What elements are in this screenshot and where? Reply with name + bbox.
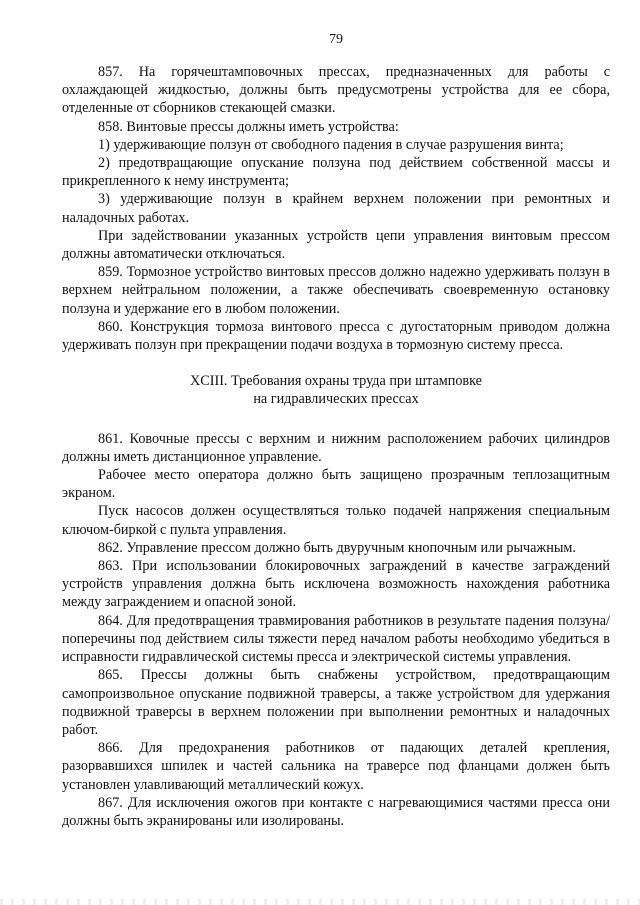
section-title-line-1: XCIII. Требования охраны труда при штамповке bbox=[190, 373, 482, 390]
paragraph-863: 863. При использовании блокировочных заграждений в качестве заграждений устройств управления должна быть исключена возможность нахождения работника между заграждением и опасной зоной. bbox=[62, 558, 610, 611]
paragraph-group-before bbox=[62, 63, 610, 354]
paragraph-862: 862. Управление прессом должно быть двуручным кнопочным или рычажным. bbox=[98, 539, 576, 556]
paragraph-867: 867. Для исключения ожогов при контакте с нагревающимися частями пресса они должны быть экранированы или изолированы. bbox=[62, 794, 610, 829]
paragraph-group-after bbox=[62, 430, 610, 830]
paragraph-860: 860. Конструкция тормоза винтового пресса с дугостаторным приводом должна удерживать ползун при прекращении подачи воздуха в тормозную систему пресса. bbox=[62, 318, 610, 354]
page-number: 79 bbox=[329, 32, 343, 47]
paragraph-861: 861. Ковочные прессы с верхним и нижним расположением рабочих цилиндров должны иметь дистанционное управление. bbox=[62, 430, 610, 465]
scan-edge-artifact bbox=[0, 899, 640, 905]
list-item-858-2: 2) предотвращающие опускание ползуна под действием собственной массы и прикрепленного к нему инструмента; bbox=[62, 155, 610, 190]
paragraph-864: 864. Для предотвращения травмирования работников в результате падения ползуна/поперечины под действием силы тяжести перед началом работы необходимо убедиться в исправности гидравлической системы пресса и электрической системы управления. bbox=[62, 612, 610, 666]
paragraph-866: 866. Для предохранения работников от падающих деталей крепления, разорвавшихся шпилек и частей сальника на траверсе под фланцами должен быть установлен улавливающий металлический кожух. bbox=[62, 740, 610, 793]
paragraph-865: 865. Прессы должны быть снабжены устройством, предотвращающим самопроизвольное опускание подвижной траверсы, а также устройством для удержания подвижной траверсы в верхнем положении при выполнении ремонтных и наладочных работ. bbox=[62, 667, 610, 738]
paragraph-861-pumps: Пуск насосов должен осуществляться только подачей напряжения специальным ключом-биркой с пульта управления. bbox=[62, 503, 610, 538]
paragraph-858-note: При задействовании указанных устройств цепи управления винтовым прессом должны автоматически отключаться. bbox=[62, 227, 610, 263]
paragraph-857: 857. На горячештамповочных прессах, предназначенных для работы с охлаждающей жидкостью, должны быть предусмотрены устройства для ее сбора, отделенные от сборников стекающей смазки. bbox=[62, 64, 610, 117]
list-item-858-1: 1) удерживающие ползун от свободного падения в случае разрушения винта; bbox=[98, 136, 564, 153]
paragraph-861-operator: Рабочее место оператора должно быть защищено прозрачным теплозащитным экраном. bbox=[62, 467, 610, 502]
paragraph-858: 858. Винтовые прессы должны иметь устройства: bbox=[98, 118, 399, 135]
document-page bbox=[62, 0, 610, 830]
list-item-858-3: 3) удерживающие ползун в крайнем верхнем положении при ремонтных и наладочных работах. bbox=[62, 191, 610, 226]
document-body bbox=[62, 63, 610, 830]
section-title bbox=[62, 372, 610, 408]
paragraph-859: 859. Тормозное устройство винтовых прессов должно надежно удерживать ползун в верхнем нейтральном положении, а также обеспечивать своевременную остановку ползуна и удержание его в любом положении. bbox=[62, 264, 610, 317]
section-title-line-2: на гидравлических прессах bbox=[253, 391, 419, 408]
